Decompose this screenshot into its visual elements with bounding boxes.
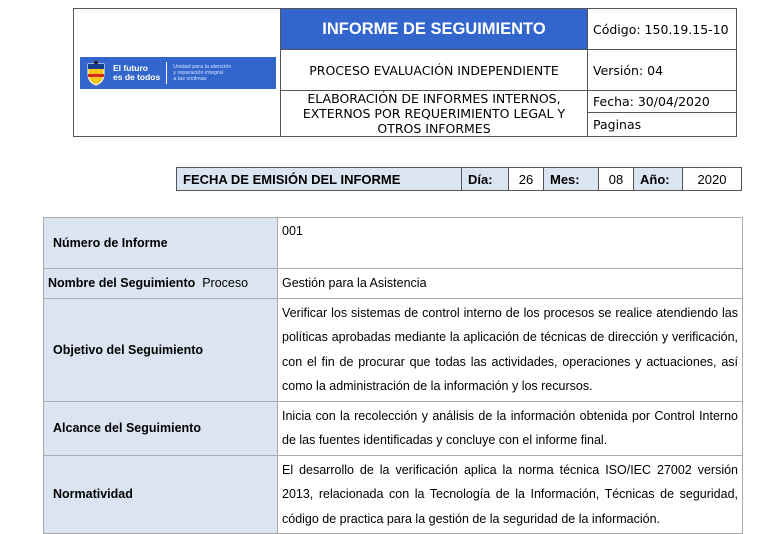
- logo-cell: [74, 9, 281, 137]
- alcance-value: Inicia con la recolección y análisis de la información obtenida por Control Interno de las fuentes identificadas y concluye con el informe final.: [278, 401, 743, 455]
- coat-of-arms-icon: [85, 60, 107, 86]
- mes-label: Mes:: [544, 168, 599, 191]
- proceso: PROCESO EVALUACIÓN INDEPENDIENTE: [281, 50, 588, 91]
- nombre-value: Gestión para la Asistencia: [278, 269, 743, 299]
- entity-logo: [80, 57, 276, 89]
- elaboracion: ELABORACIÓN DE INFORMES INTERNOS, EXTERNOS POR REQUERIMIENTO LEGAL Y OTROS INFORMES: [281, 91, 588, 137]
- dia-label: Día:: [462, 168, 509, 191]
- mes-value: 08: [599, 168, 634, 191]
- logo-slogan: El futuro es de todos: [113, 62, 161, 82]
- fecha-emision-table: [176, 167, 742, 191]
- alcance-label: Alcance del Seguimiento: [44, 401, 278, 455]
- numero-label: Número de Informe: [44, 218, 278, 269]
- dia-value: 26: [509, 168, 544, 191]
- fecha: Fecha: 30/04/2020: [588, 91, 737, 113]
- objetivo-value: Verificar los sistemas de control interno de los procesos se realice atendiendo las políticas aprobadas mediante la aplicación de técnicas de dirección y verificación, con el fin de procurar que todas las actividades, operaciones y actuaciones, así como la administración de la información y los recursos.: [278, 298, 743, 401]
- document-title: INFORME DE SEGUIMIENTO: [281, 9, 588, 50]
- normatividad-label: Normatividad: [44, 455, 278, 534]
- normatividad-value: El desarrollo de la verificación aplica la norma técnica ISO/IEC 27002 versión 2013, relacionada con la Tecnología de la Información, Técnicas de seguridad, código de practica para la gestión de la seguridad de la información.: [278, 455, 743, 534]
- nombre-label: Nombre del Seguimiento Proceso: [44, 269, 278, 299]
- numero-value: 001: [278, 218, 743, 269]
- objetivo-label: Objetivo del Seguimiento: [44, 298, 278, 401]
- version: Versión: 04: [588, 50, 737, 91]
- paginas: Paginas: [588, 113, 737, 137]
- anio-value: 2020: [683, 168, 742, 191]
- document-header: [73, 8, 737, 137]
- logo-divider: [166, 62, 167, 84]
- informe-table: [43, 217, 743, 534]
- fecha-emision-label: FECHA DE EMISIÓN DEL INFORME: [177, 168, 462, 191]
- codigo: Código: 150.19.15-10: [588, 9, 737, 50]
- logo-entity-name: Unidad para la atención y reparación integral a las víctimas: [173, 63, 232, 82]
- anio-label: Año:: [634, 168, 683, 191]
